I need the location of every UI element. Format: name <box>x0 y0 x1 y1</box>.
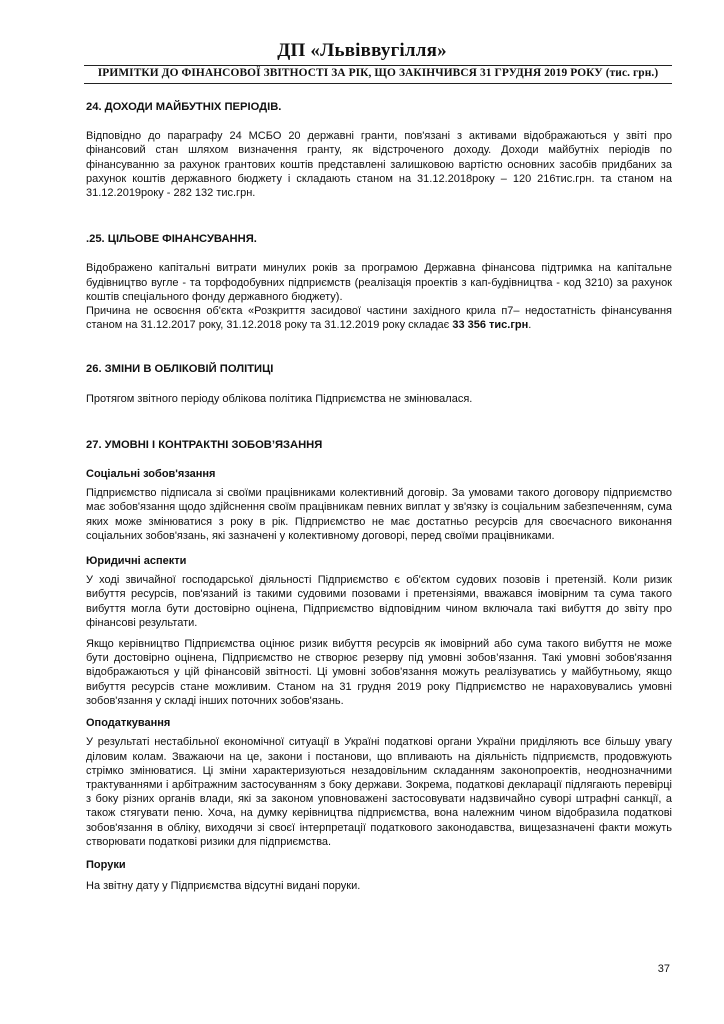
taxation-heading: Оподаткування <box>86 717 171 730</box>
legal-aspects-heading: Юридичні аспекти <box>86 555 187 568</box>
header-rule-top <box>84 65 672 66</box>
section-25-paragraph-2-end: . <box>528 319 532 332</box>
legal-aspects-paragraph-2: Якщо керівництво Підприємства оцінює ризик вибуття ресурсів як імовірний або сума такого вибуття не може бути достовірно оцінена, Підприємство не створює резерву під умовні зобов’язання. Такі умовні зобов'язання відображаються у цій фінансовій звітності. Ці умовні зобов'язання можуть реалізуватись у майбутньому, якщо вибуття ресурсів стане можливим. Станом на 31 грудня 2019 року Підприємство не нараховувались умовні зобов'язання у складі інших поточних зобов'язань. <box>86 638 672 707</box>
section-25-title: .25. ЦІЛЬОВЕ ФІНАНСУВАННЯ. <box>86 233 257 246</box>
document-body <box>86 100 672 893</box>
section-25-paragraph-2-text: Причина не освоєння об'єкта «Розкриття засидової частини західного крила п7– недостатність фінансування станом на 31.12.2017 року, 31.12.2018 року та 31.12.2019 року складає <box>86 305 672 332</box>
section-27-title: 27. УМОВНІ І КОНТРАКТНІ ЗОБОВ’ЯЗАННЯ <box>86 438 323 451</box>
section-25-paragraph-1: Відображено капітальні витрати минулих років за програмою Державна фінансова підтримка на капітальне будівництво вугле - та торфодобувних підприємств (реалізація проектів з кап-будівництва - код 3210) за рахунок коштів спеціального фонду державного бюджету). <box>86 262 672 303</box>
report-subtitle: ІРИМІТКИ ДО ФІНАНСОВОЇ ЗВІТНОСТІ ЗА РІК, ЩО ЗАКІНЧИВСЯ 31 ГРУДНЯ 2019 РОКУ (тис. грн.) <box>97 67 659 79</box>
guarantees-heading: Поруки <box>86 858 126 871</box>
section-26-title: 26. ЗМІНИ В ОБЛІКОВІЙ ПОЛІТИЦІ <box>86 363 274 376</box>
unfinanced-amount: 33 356 тис.грн <box>452 319 529 332</box>
legal-aspects-paragraph-1: У ході звичайної господарської діяльності Підприємство є об'єктом судових позовів і претензій. Коли ризик вибуття ресурсів, пов'язаний із такими судовими позовами і претензіями, вважався імовірним та сума такого вибуття могла бути достовірно оцінена, Підприємство відповідним чином включала такі вибуття до звіту про фінансові результати. <box>86 574 672 629</box>
company-name: ДП «Львіввугілля» <box>277 40 447 61</box>
page-number: 37 <box>657 963 670 975</box>
taxation-paragraph: У результаті нестабільної економічної ситуації в Україні податкові органи України приділяють все більшу увагу діловим колам. Зважаючи на це, закони і постанови, що впливають на діяльність підприємств, продовжують стрімко змінюватися. Ці зміни характеризуються незадовільним складанням законопроектів, неоднозначними трактуваннями і арбітражним застосуванням з боку держави. Зокрема, податкові декларації підлягають перевірці з боку різних органів влади, які за законом уповноважені застосовувати надзвичайно суворі штрафні санкції, а також стягувати пеню. Хоча, на думку керівництва підприємства, вона належним чином відобразила податкові зобов'язання в обліку, виходячи зі своєї інтерпретації податкового законодавства, вищезазначені факти можуть створювати податкові ризики для підприємства. <box>86 736 672 848</box>
header-rule-bottom <box>84 83 672 84</box>
social-obligations-paragraph: Підприємство підписала зі своїми працівниками колективний договір. За умовами такого договору підприємство має зобов'язання щодо здійснення своїм працівникам певних виплат у зв'язку із соціальним забезпеченням, сума яких може змінюватися з року в рік. Підприємство не має достатньо ресурсів для своєчасного виконання соціальних зобов'язань, які зазначені у колективному договорі, перед своїми працівниками. <box>86 487 672 542</box>
section-26-paragraph: Протягом звітного періоду облікова політика Підприємства не змінювалася. <box>86 392 473 405</box>
section-24-paragraph: Відповідно до параграфу 24 МСБО 20 державні гранти, пов'язані з активами відображаються у звіті про фінансовий стан шляхом визначення гранту, як відстроченого доходу. Доходи майбутніх періодів по фінансуванню за рахунок грантових коштів представлені залишковою вартістю основних засобів придбаних за рахунок коштів державного бюджету і складають станом на 31.12.2018року – 120 216тис.грн. та станом на 31.12.2019року - 282 132 тис.грн. <box>86 130 672 200</box>
guarantees-paragraph: На звітну дату у Підприємства відсутні видані поруки. <box>86 880 361 893</box>
section-24-title: 24. ДОХОДИ МАЙБУТНІХ ПЕРІОДІВ. <box>86 101 282 113</box>
section-25-paragraph-2 <box>86 304 672 332</box>
social-obligations-heading: Соціальні зобов'язання <box>86 468 216 481</box>
